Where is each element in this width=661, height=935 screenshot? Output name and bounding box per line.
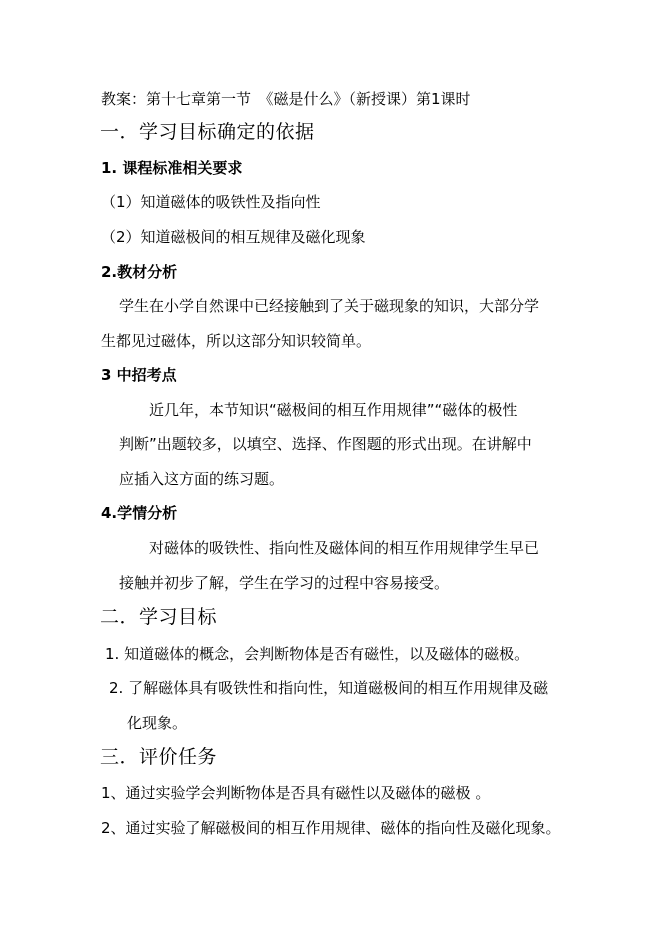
textbook-analysis-line: 学生在小学自然课中已经接触到了关于磁现象的知识，大部分学 [119, 297, 540, 315]
exam-point-line: 应插入这方面的练习题。 [119, 470, 285, 488]
section-1-heading: 一．学习目标确定的依据 [100, 121, 315, 143]
requirement-item: （2）知道磁极间的相互规律及磁化现象 [101, 228, 366, 246]
section-3-heading: 三．评价任务 [100, 746, 218, 768]
subsection-3-heading: 3 中招考点 [101, 366, 177, 384]
exam-point-line: 近几年，本节知识“磁极间的相互作用规律”“磁体的极性 [149, 401, 518, 419]
evaluation-task-line: 1、通过实验学会判断物体是否具有磁性以及磁体的磁极 。 [101, 784, 491, 802]
textbook-analysis-line: 生都见过磁体，所以这部分知识较简单。 [101, 332, 372, 350]
student-analysis-line: 接触并初步了解，学生在学习的过程中容易接受。 [119, 574, 450, 592]
evaluation-task-line: 2、通过实验了解磁极间的相互作用规律、磁体的指向性及磁化现象。 [101, 819, 561, 837]
exam-point-line: 判断”出题较多，以填空、选择、作图题的形式出现。在讲解中 [119, 435, 532, 453]
section-2-heading: 二．学习目标 [100, 606, 218, 628]
lesson-title: 教案：第十七章第一节 《磁是什么》（新授课）第1课时 [101, 90, 471, 108]
objective-line: 1. 知道磁体的概念，会判断物体是否有磁性，以及磁体的磁极。 [105, 645, 530, 663]
requirement-item: （1）知道磁体的吸铁性及指向性 [101, 193, 321, 211]
objective-line: 化现象。 [127, 714, 188, 732]
subsection-2-heading: 2.教材分析 [101, 263, 178, 281]
student-analysis-line: 对磁体的吸铁性、指向性及磁体间的相互作用规律学生早已 [149, 539, 540, 557]
objective-line: 2. 了解磁体具有吸铁性和指向性，知道磁极间的相互作用规律及磁 [109, 679, 549, 697]
subsection-4-heading: 4.学情分析 [101, 504, 178, 522]
subsection-1-heading: 1. 课程标准相关要求 [101, 159, 243, 177]
